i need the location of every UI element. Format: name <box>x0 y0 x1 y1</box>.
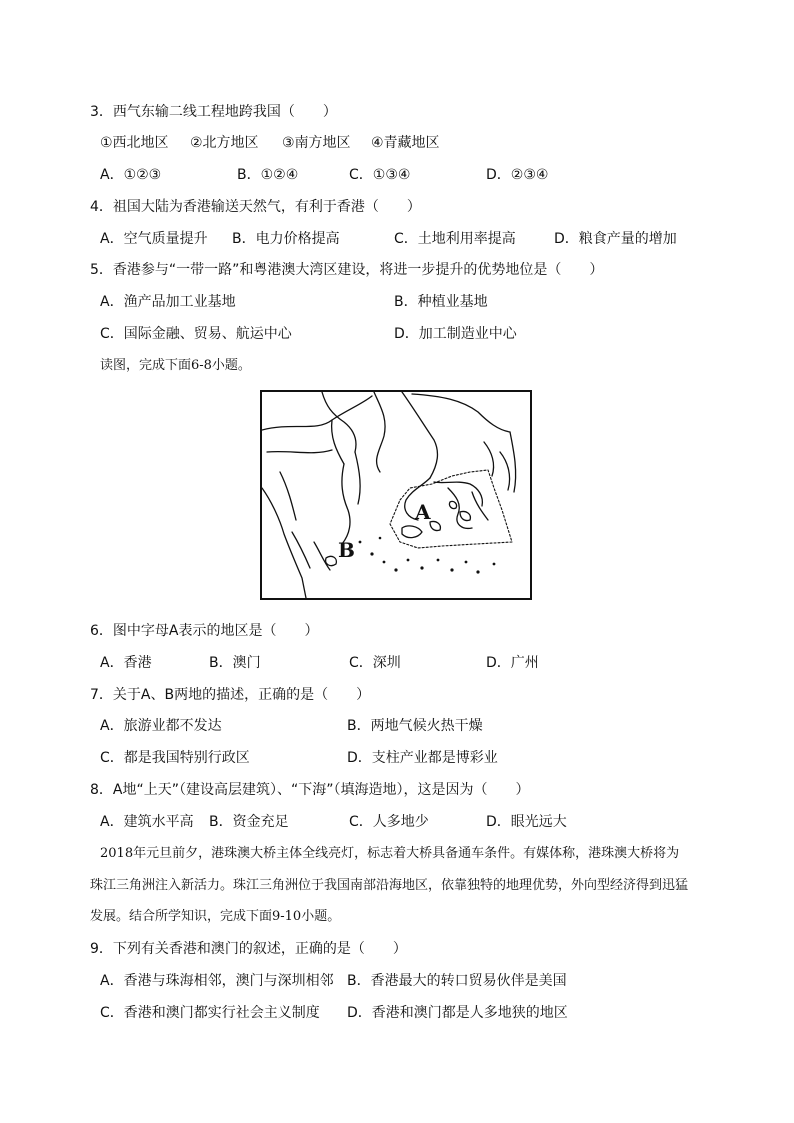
map-label-b: B <box>338 538 355 562</box>
q6-option-d: D．广州 <box>486 655 539 671</box>
q7-option-d: D．支柱产业都是博彩业 <box>347 750 498 766</box>
q7-stem: 7．关于A、B两地的描述，正确的是（ ） <box>90 687 371 703</box>
q4-option-b: B．电力价格提高 <box>232 231 340 247</box>
pearl-river-delta-map <box>260 390 532 600</box>
q3-option-c: C．①③④ <box>349 167 411 183</box>
map-instruction: 读图，完成下面6-8小题。 <box>100 358 251 373</box>
q3-item: ④青藏地区 <box>371 135 440 151</box>
passage-line: 2018年元旦前夕，港珠澳大桥主体全线亮灯，标志着大桥具备通车条件。有媒体称，港珠澳大桥将为 <box>100 846 680 861</box>
q8-option-c: C．人多地少 <box>349 814 429 830</box>
q6-option-b: B．澳门 <box>209 655 261 671</box>
q9-option-b: B．香港最大的转口贸易伙伴是美国 <box>347 973 567 989</box>
passage-line: 发展。结合所学知识，完成下面9-10小题。 <box>90 909 341 924</box>
q3-item: ①西北地区 <box>100 135 169 151</box>
q5-option-a: A．渔产品加工业基地 <box>100 294 236 310</box>
q9-option-a: A．香港与珠海相邻，澳门与深圳相邻 <box>100 973 334 989</box>
passage-line: 珠江三角洲注入新活力。珠江三角洲位于我国南部沿海地区，依靠独特的地理优势，外向型经济得到迅猛 <box>90 878 689 893</box>
map-label-a: A <box>415 500 431 524</box>
q8-option-a: A．建筑水平高 <box>100 814 194 830</box>
q3-option-a: A．①②③ <box>100 167 162 183</box>
q7-option-a: A．旅游业都不发达 <box>100 718 222 734</box>
q6-option-a: A．香港 <box>100 655 152 671</box>
q6-stem: 6．图中字母A表示的地区是（ ） <box>90 623 319 639</box>
q8-option-b: B．资金充足 <box>209 814 289 830</box>
q3-item: ②北方地区 <box>190 135 259 151</box>
q7-option-c: C．都是我国特别行政区 <box>100 750 250 766</box>
q4-option-d: D．粮食产量的增加 <box>554 231 677 247</box>
q4-stem: 4．祖国大陆为香港输送天然气，有利于香港（ ） <box>90 199 421 215</box>
q9-stem: 9．下列有关香港和澳门的叙述，正确的是（ ） <box>90 941 407 957</box>
q3-item: ③南方地区 <box>282 135 351 151</box>
q5-stem: 5．香港参与“一带一路”和粤港澳大湾区建设，将进一步提升的优势地位是（ ） <box>90 262 604 278</box>
q3-stem: 3．西气东输二线工程地跨我国（ ） <box>90 104 337 120</box>
q5-option-d: D．加工制造业中心 <box>394 326 517 342</box>
q5-option-b: B．种植业基地 <box>394 294 488 310</box>
q9-option-d: D．香港和澳门都是人多地狭的地区 <box>347 1005 568 1021</box>
map-drawing <box>262 392 530 598</box>
q9-option-c: C．香港和澳门都实行社会主义制度 <box>100 1005 320 1021</box>
q3-option-b: B．①②④ <box>237 167 299 183</box>
q5-option-c: C．国际金融、贸易、航运中心 <box>100 326 292 342</box>
q8-option-d: D．眼光远大 <box>486 814 567 830</box>
q7-option-b: B．两地气候火热干燥 <box>347 718 483 734</box>
q3-option-d: D．②③④ <box>486 167 549 183</box>
q4-option-a: A．空气质量提升 <box>100 231 208 247</box>
q6-option-c: C．深圳 <box>349 655 401 671</box>
q8-stem: 8．A地“上天”（建设高层建筑）、“下海”（填海造地），这是因为（ ） <box>90 782 530 798</box>
q4-option-c: C．土地利用率提高 <box>394 231 516 247</box>
